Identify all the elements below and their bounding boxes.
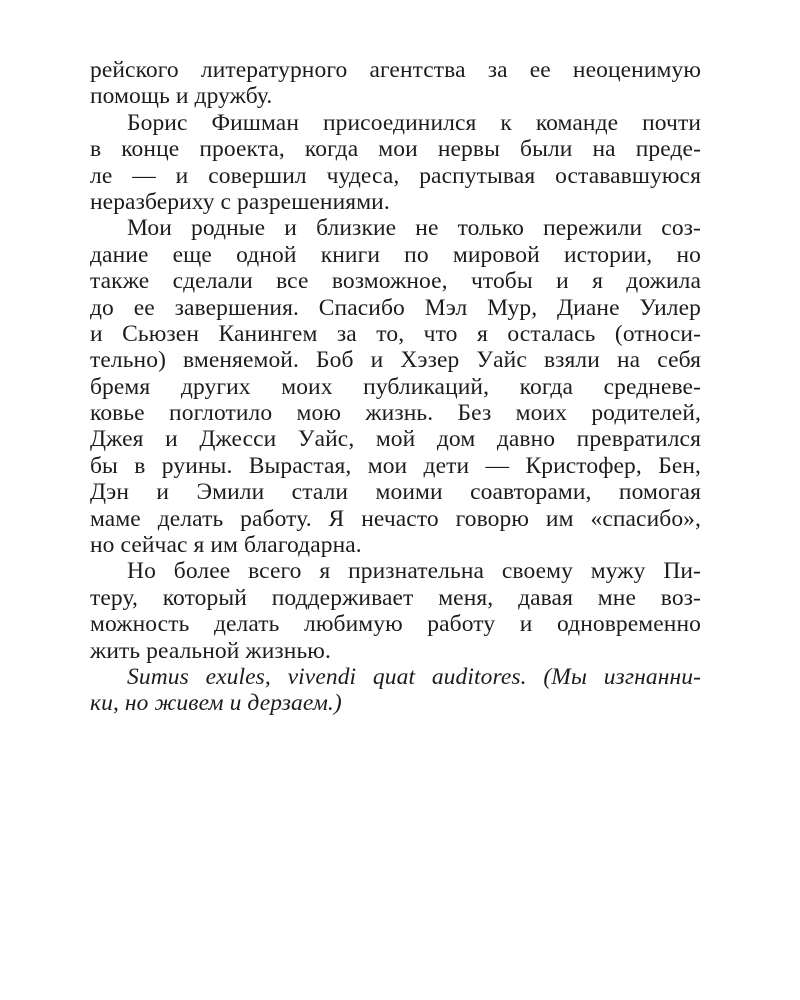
text-line: Дэн и Эмили стали моими соавторами, помогая <box>90 479 701 506</box>
text-line: неразбериху с разрешениями. <box>90 188 390 215</box>
paragraph-latin-motto <box>90 664 701 717</box>
text-line: до ее завершения. Спасибо Мэл Мур, Диане Уилер <box>90 294 701 321</box>
text-line: в конце проекта, когда мои нервы были на преде- <box>90 136 701 163</box>
text-line: и Сьюзен Канингем за то, что я осталась (относи- <box>90 320 701 347</box>
paragraph-4 <box>90 558 701 664</box>
text-line: Sumus exules, vivendi quat auditores. (Мы изгнанни- <box>127 663 701 690</box>
text-line: маме делать работу. Я нечасто говорю им «спасибо», <box>90 505 701 532</box>
text-line: Мои родные и близкие не только пережили соз- <box>127 215 701 242</box>
text-line: бы в руины. Вырастая, мои дети — Кристофер, Бен, <box>90 452 701 479</box>
text-line: Но более всего я признательна своему мужу Пи- <box>127 558 701 585</box>
text-line: Джея и Джесси Уайс, мой дом давно превратился <box>90 426 701 453</box>
text-line: ки, но живем и дерзаем.) <box>90 690 342 717</box>
text-line: жить реальной жизнью. <box>90 637 331 664</box>
text-line: тельно) вменяемой. Боб и Хэзер Уайс взяли на себя <box>90 347 701 374</box>
text-line: Борис Фишман присоединился к команде почти <box>127 109 701 136</box>
text-line: дание еще одной книги по мировой истории, но <box>90 241 701 268</box>
text-line: рейского литературного агентства за ее неоценимую <box>90 57 701 83</box>
text-line: теру, который поддерживает меня, давая мне воз- <box>90 584 701 611</box>
paragraph-1 <box>90 57 701 110</box>
text-line: также сделали все возможное, чтобы и я дожила <box>90 268 701 295</box>
text-line: помощь и дружбу. <box>90 83 273 110</box>
page-text <box>90 57 701 717</box>
text-line: можность делать любимую работу и одновременно <box>90 611 701 638</box>
paragraph-2 <box>90 110 701 216</box>
paragraph-3 <box>90 215 701 558</box>
text-line: бремя других моих публикаций, когда средневе- <box>90 373 701 400</box>
text-line: ле — и совершил чудеса, распутывая остававшуюся <box>90 162 701 189</box>
text-line: но сейчас я им благодарна. <box>90 532 362 559</box>
text-line: ковье поглотило мою жизнь. Без моих родителей, <box>90 400 701 427</box>
